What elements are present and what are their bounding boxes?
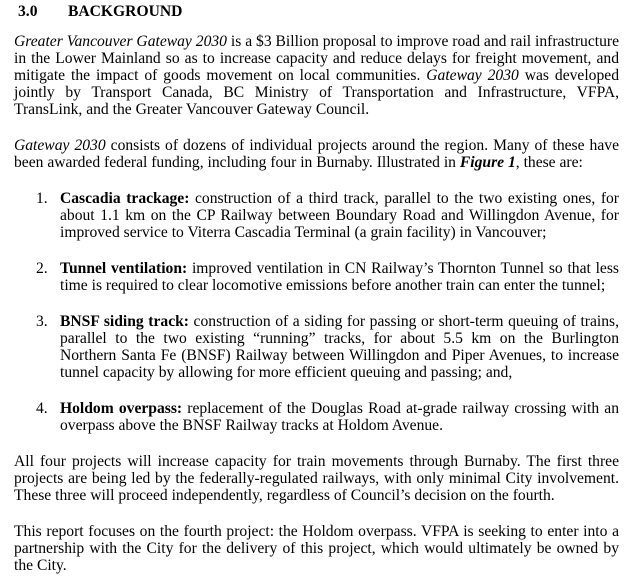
- italic-term: Gateway 2030: [14, 137, 106, 154]
- project-title: Tunnel ventilation:: [60, 260, 188, 277]
- text: , these are:: [515, 154, 583, 171]
- text: is a $3 Billion proposal to improve road and rail infrastructure in the Lower Mainland so as to increase capacity and reduce delays for freight movement, and mitigate the impact of goods movement on local communities.: [14, 33, 620, 84]
- paragraph-capacity: All four projects will increase capacity for train movements through Burnaby. The first three projects are being led by the federally-regulated railways, with only minimal City involvement. These three will proceed independently, regardless of Council’s decision on the fourth.: [14, 453, 619, 504]
- paragraph-gateway-overview: [14, 33, 619, 118]
- text: was developed jointly by Transport Canada, BC Ministry of Transportation and Infrastructure, VFPA, TransLink, and the Greater Vancouver Gateway Council.: [14, 67, 619, 118]
- project-title: Cascadia trackage:: [60, 190, 190, 207]
- paragraph-projects-intro: [14, 137, 619, 171]
- section-title: BACKGROUND: [68, 3, 183, 20]
- list-item: [14, 313, 619, 381]
- project-description: replacement of the Douglas Road at-grade railway crossing with an overpass above the BNSF Railway tracks at Holdom Avenue.: [60, 400, 619, 434]
- list-item: [14, 400, 619, 434]
- project-description: construction of a siding for passing or short-term queuing of trains, parallel to the two existing “running” tracks, for about 5.5 km on the Burlington Northern Santa Fe (BNSF) Railway between Willingdon and Piper Avenues, to increase tunnel capacity by allowing for more efficient queuing and passing; and,: [60, 313, 619, 381]
- list-number: 1.: [36, 190, 48, 207]
- list-item: [14, 190, 619, 241]
- list-item: [14, 260, 619, 294]
- project-list: [14, 190, 619, 434]
- project-title: Holdom overpass:: [60, 400, 183, 417]
- list-number: 4.: [36, 400, 48, 417]
- text: consists of dozens of individual projects around the region. Many of these have been awarded federal funding, including four in Burnaby. Illustrated in: [14, 137, 619, 171]
- section-number: 3.0: [18, 3, 38, 20]
- list-number: 3.: [36, 313, 48, 330]
- list-number: 2.: [36, 260, 48, 277]
- figure-reference: Figure 1: [459, 154, 516, 171]
- project-description: construction of a third track, parallel to the two existing ones, for about 1.1 km on the CP Railway between Boundary Road and Willingdon Avenue, for improved service to Viterra Cascadia Terminal (a grain facility) in Vancouver;: [60, 190, 619, 241]
- italic-term: Greater Vancouver Gateway 2030: [14, 33, 227, 50]
- project-description: improved ventilation in CN Railway’s Thornton Tunnel so that less time is required to clear locomotive emissions before another train can enter the tunnel;: [60, 260, 619, 294]
- project-title: BNSF siding track:: [60, 313, 189, 330]
- paragraph-report-focus: This report focuses on the fourth project: the Holdom overpass. VFPA is seeking to enter into a partnership with the City for the delivery of this project, which would ultimately be owned by the City.: [14, 523, 619, 574]
- section-heading: [14, 3, 619, 20]
- italic-term: Gateway 2030: [426, 67, 519, 84]
